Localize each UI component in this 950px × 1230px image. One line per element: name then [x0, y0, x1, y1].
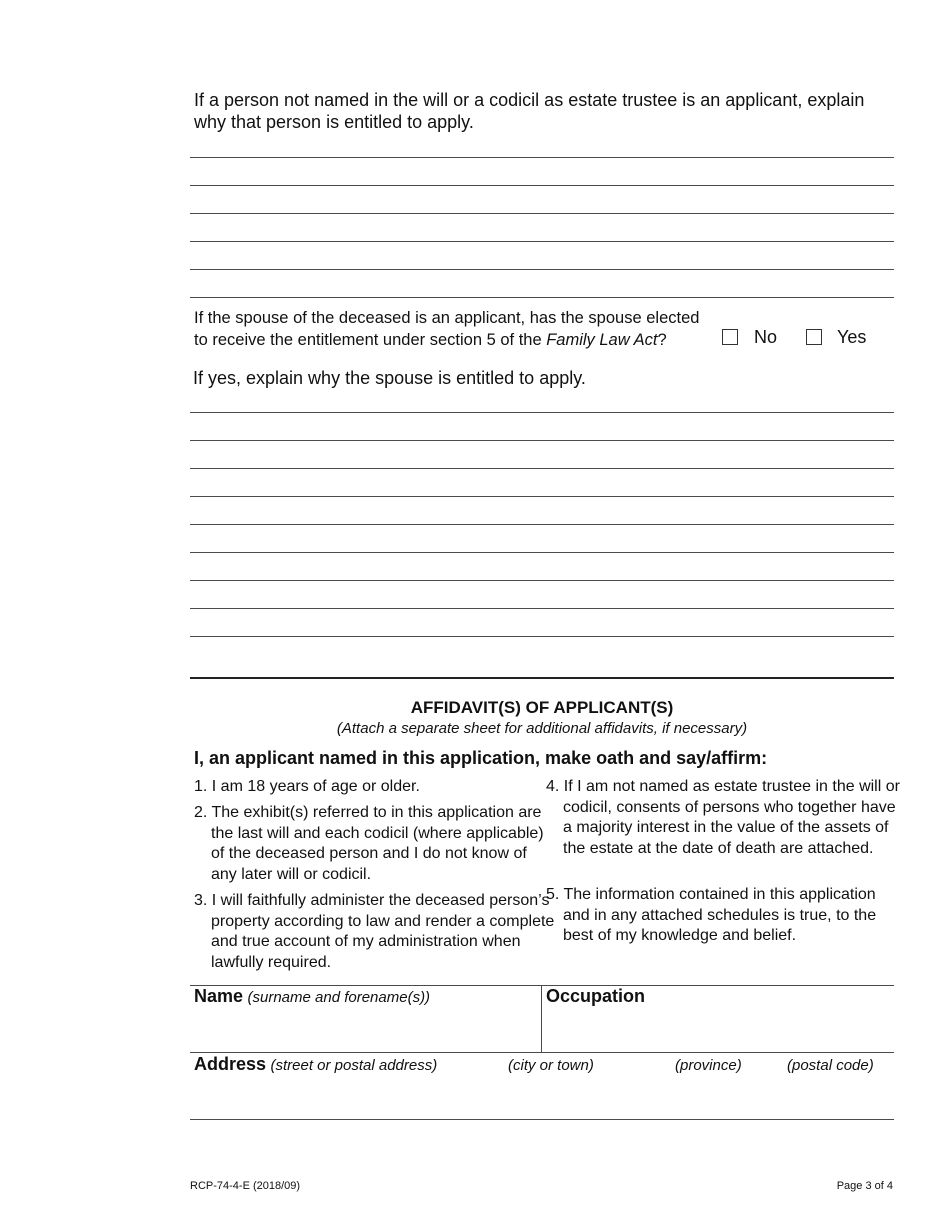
affidavit-subtitle: (Attach a separate sheet for additional affidavits, if necessary) [336, 720, 748, 737]
table-mid-line [190, 1052, 894, 1053]
answer-line[interactable] [190, 185, 894, 186]
answer-line[interactable] [190, 297, 894, 298]
table-bottom-line [190, 1119, 894, 1120]
section-divider [190, 677, 894, 679]
address-hint: (street or postal address) [270, 1057, 438, 1074]
postal-hint: (postal code) [787, 1057, 874, 1074]
affidavit-item-5: 5. The information contained in this application and in any attached schedules is true, to the best of my knowledge and belief. [546, 886, 877, 944]
answer-line[interactable] [190, 580, 894, 581]
province-hint: (province) [675, 1057, 742, 1074]
answer-line[interactable] [190, 636, 894, 637]
answer-line[interactable] [190, 524, 894, 525]
no-checkbox[interactable] [722, 329, 738, 345]
answer-line[interactable] [190, 552, 894, 553]
answer-line[interactable] [190, 608, 894, 609]
answer-line[interactable] [190, 213, 894, 214]
occupation-label: Occupation [546, 986, 646, 1006]
answer-line[interactable] [190, 269, 894, 270]
page-number: Page 3 of 4 [836, 1180, 893, 1192]
oath-statement: I, an applicant named in this application, make oath and say/affirm: [194, 748, 768, 768]
answer-line[interactable] [190, 440, 894, 441]
answer-line[interactable] [190, 241, 894, 242]
yes-checkbox[interactable] [806, 329, 822, 345]
occupation-field[interactable] [546, 986, 645, 1007]
name-hint: (surname and forename(s)) [247, 989, 431, 1006]
no-label: No [754, 327, 778, 347]
affidavit-title: AFFIDAVIT(S) OF APPLICANT(S) [410, 698, 674, 717]
affidavit-item-2: 2. The exhibit(s) referred to in this application are the last will and each codicil (where applicable) of the deceased person and I do not know of any later will or codicil. [194, 804, 544, 883]
address-label: Address [194, 1054, 267, 1074]
form-id: RCP-74-4-E (2018/09) [190, 1180, 301, 1192]
answer-line[interactable] [190, 412, 894, 413]
trustee-question: If a person not named in the will or a codicil as estate trustee is an applicant, explain why that person is entitled to apply. [194, 90, 865, 132]
column-divider [541, 985, 542, 1052]
name-field[interactable] [194, 986, 430, 1007]
address-field[interactable] [194, 1054, 437, 1075]
answer-line[interactable] [190, 157, 894, 158]
affidavit-item-3: 3. I will faithfully administer the deceased person’s property according to law and render a complete and true account of my administration when lawfully required. [194, 892, 555, 971]
city-hint: (city or town) [508, 1057, 594, 1074]
spouse-question: If the spouse of the deceased is an applicant, has the spouse elected to receive the entitlement under section 5 of the Family Law Act? [194, 309, 700, 349]
name-label: Name [194, 986, 244, 1006]
affidavit-item-1: 1. I am 18 years of age or older. [194, 778, 420, 795]
yes-label: Yes [837, 327, 867, 347]
family-law-act: Family Law Act [546, 331, 658, 349]
spouse-explain-prompt: If yes, explain why the spouse is entitled to apply. [193, 368, 586, 388]
answer-line[interactable] [190, 496, 894, 497]
affidavit-item-4: 4. If I am not named as estate trustee in the will or codicil, consents of persons who together have a majority interest in the value of the assets of the estate at the date of death are attached. [546, 778, 900, 857]
answer-line[interactable] [190, 468, 894, 469]
